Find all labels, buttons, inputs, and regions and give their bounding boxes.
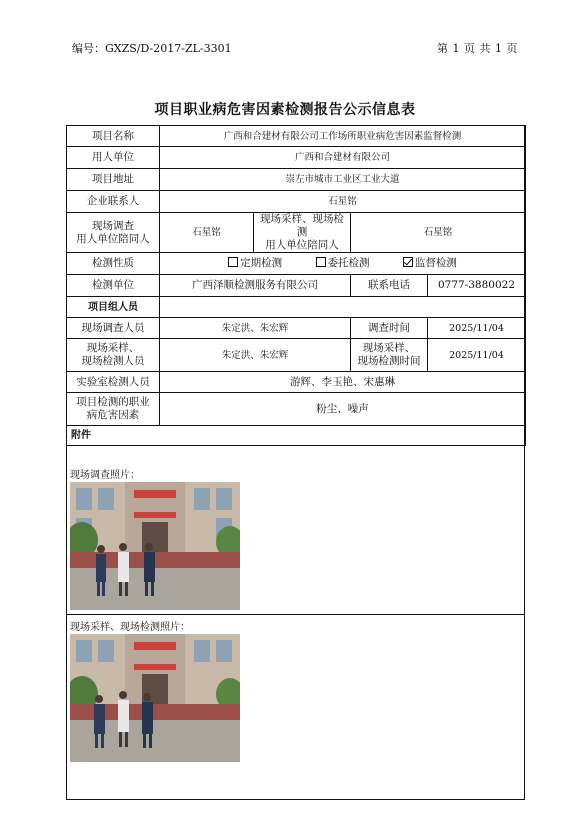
nature-label: 检测性质: [67, 253, 160, 275]
agency-value: 广西泽顺检测服务有限公司: [160, 275, 351, 297]
survey-companion-value: 石星铭: [160, 213, 254, 253]
photo-divider: [66, 614, 525, 615]
nature-options: [160, 253, 526, 275]
nature-checkbox-1[interactable]: [316, 257, 326, 267]
samplers-label: 现场采样、 现场检测人员: [67, 339, 160, 372]
survey-time-label: 调查时间: [351, 318, 428, 339]
info-table: [66, 125, 526, 446]
page-title: 项目职业病危害因素检测报告公示信息表: [154, 102, 416, 118]
survey-photo-caption: 现场调查照片：: [70, 470, 140, 481]
nature-option-0: 定期检测: [240, 257, 283, 269]
survey-companion-label: 现场调查 用人单位陪同人: [67, 213, 160, 253]
document-number: 编号：GXZS/D-2017-ZL-3301: [72, 42, 232, 55]
nature-option-2: 监督检测: [414, 257, 457, 269]
address-value: 崇左市城市工业区工业大道: [160, 169, 526, 191]
hazards-value: 粉尘、噪声: [160, 393, 526, 426]
survey-photo: [70, 482, 240, 610]
sampling-photo-caption: 现场采样、现场检测照片：: [70, 622, 190, 633]
team-value: [160, 297, 526, 318]
sampling-photo: [70, 634, 240, 762]
team-label: 项目组人员: [67, 297, 160, 318]
nature-checkbox-2[interactable]: [403, 257, 413, 267]
phone-value: 0777-3880022: [428, 275, 526, 297]
phone-label: 联系电话: [351, 275, 428, 297]
sampling-companion-label: 现场采样、现场检测 用人单位陪同人: [254, 213, 351, 253]
project-name-value: 广西和合建材有限公司工作场所职业病危害因素监督检测: [160, 126, 526, 147]
agency-label: 检测单位: [67, 275, 160, 297]
employer-label: 用人单位: [67, 147, 160, 169]
hazards-label: 项目检测的职业 病危害因素: [67, 393, 160, 426]
lab-label: 实验室检测人员: [67, 372, 160, 393]
samplers-value: 朱定洪、朱宏辉: [160, 339, 351, 372]
survey-time-value: 2025/11/04: [428, 318, 526, 339]
sampling-time-label: 现场采样、 现场检测时间: [351, 339, 428, 372]
surveyors-label: 现场调查人员: [67, 318, 160, 339]
surveyors-value: 朱定洪、朱宏辉: [160, 318, 351, 339]
nature-option-1: 委托检测: [327, 257, 370, 269]
sampling-time-value: 2025/11/04: [428, 339, 526, 372]
nature-checkbox-0[interactable]: [228, 257, 238, 267]
attachment-label: 附件: [67, 426, 526, 446]
address-label: 项目地址: [67, 169, 160, 191]
contact-label: 企业联系人: [67, 191, 160, 213]
employer-value: 广西和合建材有限公司: [160, 147, 526, 169]
project-name-label: 项目名称: [67, 126, 160, 147]
lab-value: 游辉、李玉艳、宋惠琳: [160, 372, 526, 393]
page-indicator: 第 1 页 共 1 页: [437, 42, 518, 55]
contact-value: 石星铭: [160, 191, 526, 213]
sampling-companion-value: 石星铭: [351, 213, 526, 253]
